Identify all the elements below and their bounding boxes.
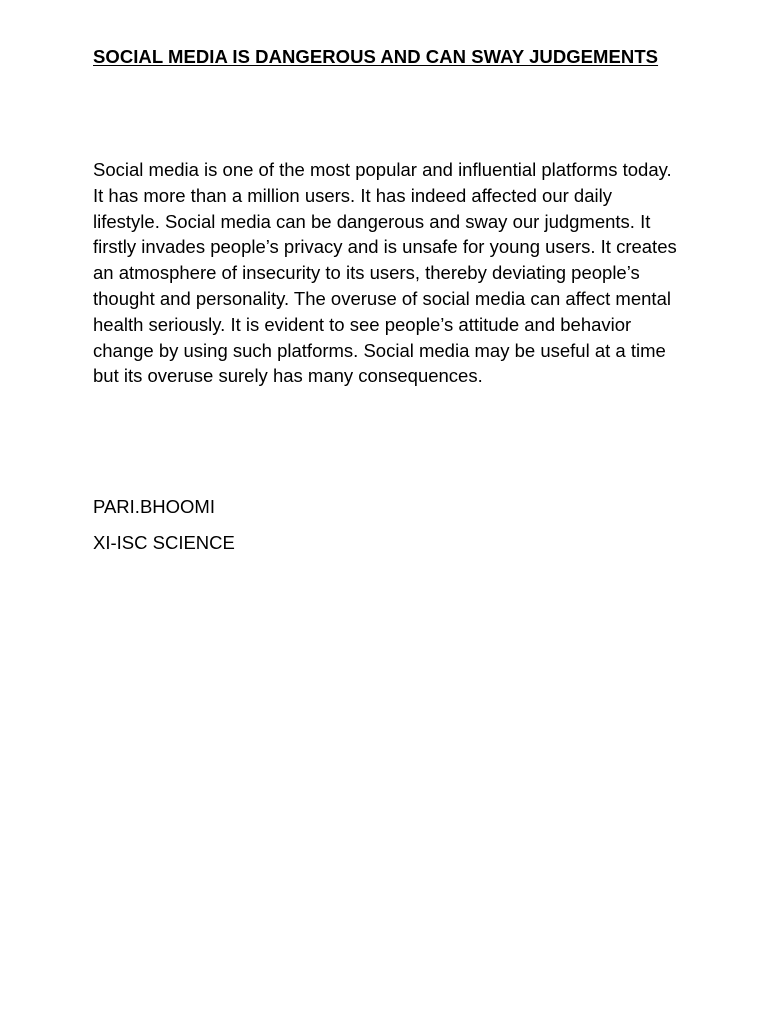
document-title: SOCIAL MEDIA IS DANGEROUS AND CAN SWAY JUDGEMENTS xyxy=(93,46,659,67)
essay-paragraph: Social media is one of the most popular and influential platforms today. It has more than a million users. It has indeed affected our daily lifestyle. Social media can be dangerous and sway our judgments. It firstly invades people’s privacy and is unsafe for young users. It creates an atmosphere of insecurity to its users, thereby deviating people’s thought and personality. The overuse of social media can affect mental health seriously. It is evident to see people’s attitude and behavior change by using such platforms. Social media may be useful at a time but its overuse surely has many consequences. xyxy=(93,159,677,387)
author-class: XI-ISC SCIENCE xyxy=(93,532,235,553)
author-name: PARI.BHOOMI xyxy=(93,496,215,517)
